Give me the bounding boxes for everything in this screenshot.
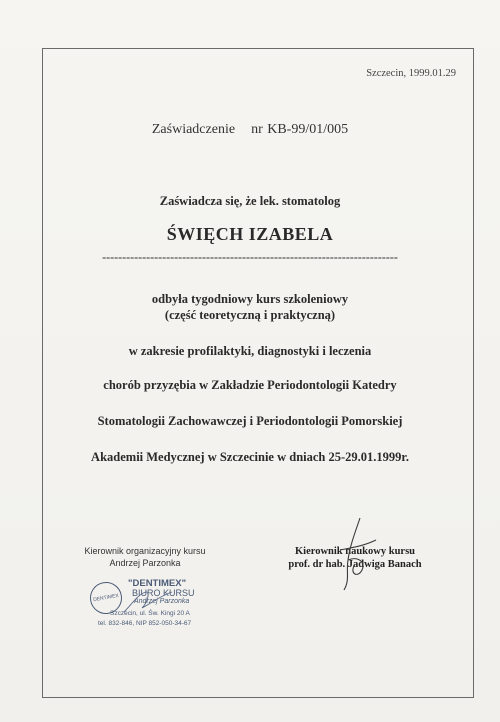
- scientific-head-name: prof. dr hab. Jadwiga Banach: [288, 559, 422, 570]
- organizer-signature-block: [60, 546, 230, 568]
- stamp-person: Andrzej Parzonka: [134, 598, 190, 605]
- stamp-signature-icon: [120, 582, 180, 622]
- name-underline: --------------------------------------------------------------------------: [102, 250, 398, 264]
- stamp-company: "DENTIMEX": [128, 578, 187, 589]
- certificate-title: Zaświadczenie: [151, 122, 236, 137]
- institution-line: Stomatologii Zachowawczej i Periodontologii Pomorskiej: [97, 414, 403, 428]
- scope-line: w zakresie profilaktyki, diagnostyki i leczenia: [128, 344, 372, 358]
- recipient-name: ŚWIĘCH IZABELA: [166, 224, 334, 244]
- organizer-name: Andrzej Parzonka: [109, 558, 181, 568]
- dates-line: Akademii Medycznej w Szczecinie w dniach 25-29.01.1999r.: [91, 450, 409, 464]
- department-line: chorób przyzębia w Zakładzie Periodontologii Katedry: [103, 378, 397, 392]
- course-line: odbyła tygodniowy kurs szkoleniowy: [151, 292, 349, 306]
- dentimex-logo-icon: DENTIMEX: [87, 579, 124, 616]
- stamp-address: Szczecin, ul. Św. Kingi 20 A: [110, 610, 190, 617]
- stamp-office: BIURO KURSU: [132, 588, 195, 598]
- course-type-line: (część teoretyczną i praktyczną): [164, 308, 336, 322]
- certificate-heading: [0, 122, 500, 138]
- organizer-role: Kierownik organizacyjny kursu: [84, 546, 206, 556]
- stamp-phone: tel. 832-846, NIP 852-050-34-67: [98, 620, 192, 627]
- certify-line: Zaświadcza się, że lek. stomatolog: [159, 194, 341, 208]
- scientific-head-role: Kierownik naukowy kursu: [294, 546, 415, 557]
- certificate-number: nr KB-99/01/005: [251, 122, 349, 137]
- document-date: Szczecin, 1999.01.29: [366, 68, 456, 79]
- handwritten-signature-icon: [320, 510, 390, 600]
